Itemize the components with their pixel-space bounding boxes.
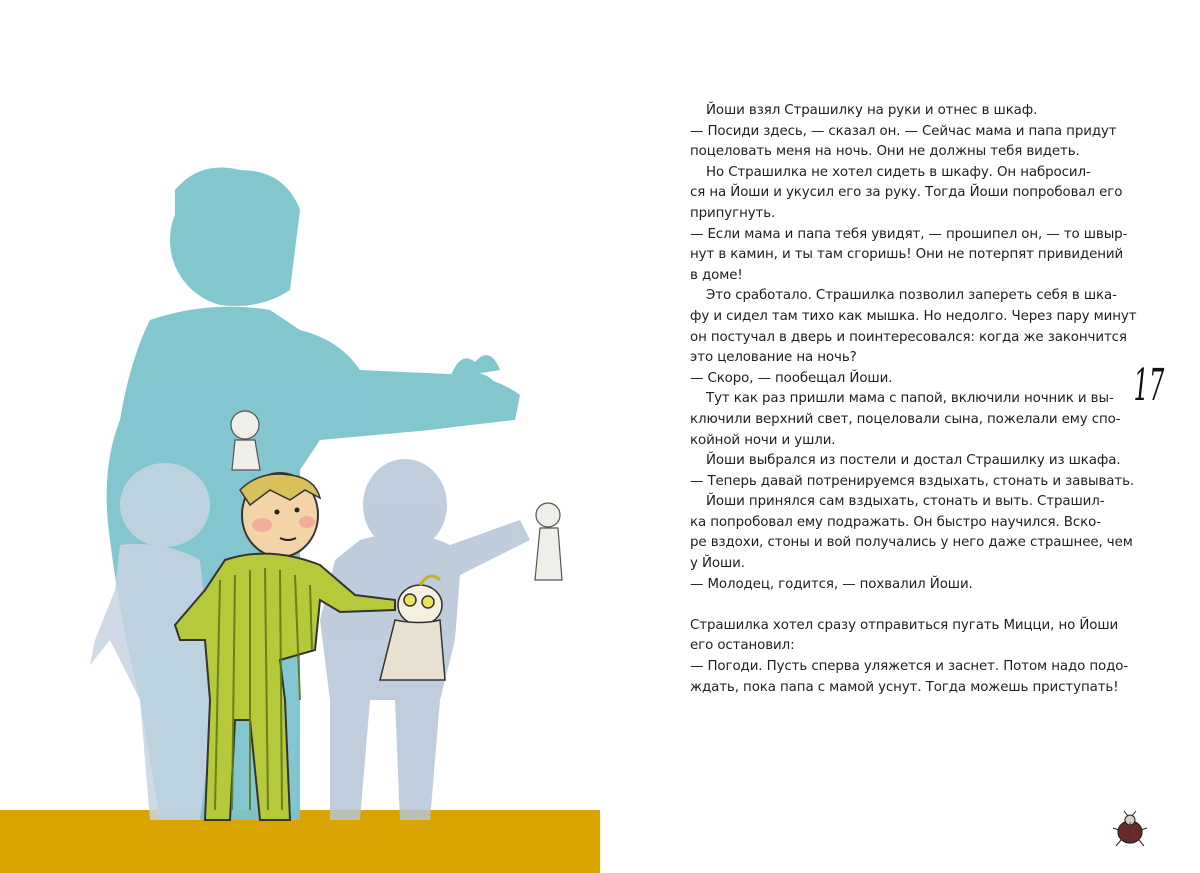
- text-line: Йоши взял Страшилку на руки и отнес в шкаф.: [706, 103, 1038, 118]
- text-line: поцеловать меня на ночь. Они не должны тебя видеть.: [690, 144, 1080, 160]
- text-line: — Молодец, годится, — похвалил Йоши.: [690, 576, 973, 592]
- text-page: [600, 0, 1200, 873]
- text-line: у Йоши.: [690, 556, 745, 572]
- small-doll-right: [535, 503, 562, 580]
- text-line: Йоши выбрался из постели и достал Страшилку из шкафа.: [706, 453, 1121, 469]
- text-line: — Если мама и папа тебя увидят, — прошипел он, — то швыр-: [690, 226, 1128, 242]
- text-line: ключили верхний свет, поцеловали сына, пожелали ему спо-: [690, 411, 1121, 427]
- text-line: это целование на ночь?: [690, 350, 857, 366]
- text-line: ка попробовал ему подражать. Он быстро научился. Вско-: [690, 514, 1101, 530]
- text-line: койной ночи и ушли.: [690, 432, 836, 448]
- story-text: [690, 101, 1137, 698]
- text-line: Йоши принялся сам вздыхать, стонать и выть. Страшил-: [706, 494, 1105, 510]
- text-line: ре вздохи, стоны и вой получались у него даже страшнее, чем: [690, 535, 1133, 551]
- small-doll: [231, 411, 260, 470]
- text-line: — Погоди. Пусть сперва уляжется и заснет. Потом надо подо-: [690, 659, 1129, 675]
- text-line: — Теперь давай потренируемся вздыхать, стонать и завывать.: [690, 473, 1135, 489]
- text-line: припугнуть.: [690, 205, 776, 221]
- text-line: фу и сидел там тихо как мышка. Но недолго. Через пару минут: [690, 308, 1137, 324]
- text-line: Это сработало. Страшилка позволил запереть себя в шка-: [706, 288, 1117, 304]
- text-line: Но Страшилка не хотел сидеть в шкафу. Он набросил-: [706, 164, 1091, 180]
- text-line: ждать, пока папа с мамой уснут. Тогда можешь приступать!: [690, 679, 1119, 695]
- text-line: ся на Йоши и укусил его за руку. Тогда Йоши попробовал его: [690, 185, 1123, 201]
- text-line: [690, 595, 1114, 616]
- text-line: его остановил:: [690, 638, 795, 654]
- text-line: Страшилка хотел сразу отправиться пугать Мицци, но Йоши: [690, 617, 1119, 633]
- text-line: — Скоро, — пообещал Йоши.: [690, 370, 893, 386]
- text-line: — Посиди здесь, — сказал он. — Сейчас мама и папа придут: [690, 123, 1117, 139]
- page-number: 17: [1130, 360, 1167, 411]
- beetle-icon: [1110, 808, 1150, 850]
- text-line: нут в камин, и ты там сгоришь! Они не потерпят привидений: [690, 247, 1124, 263]
- text-line: он постучал в дверь и поинтересовался: когда же закончится: [690, 329, 1127, 345]
- text-line: Тут как раз пришли мама с папой, включили ночник и вы-: [706, 391, 1114, 407]
- text-line: в доме!: [690, 267, 743, 283]
